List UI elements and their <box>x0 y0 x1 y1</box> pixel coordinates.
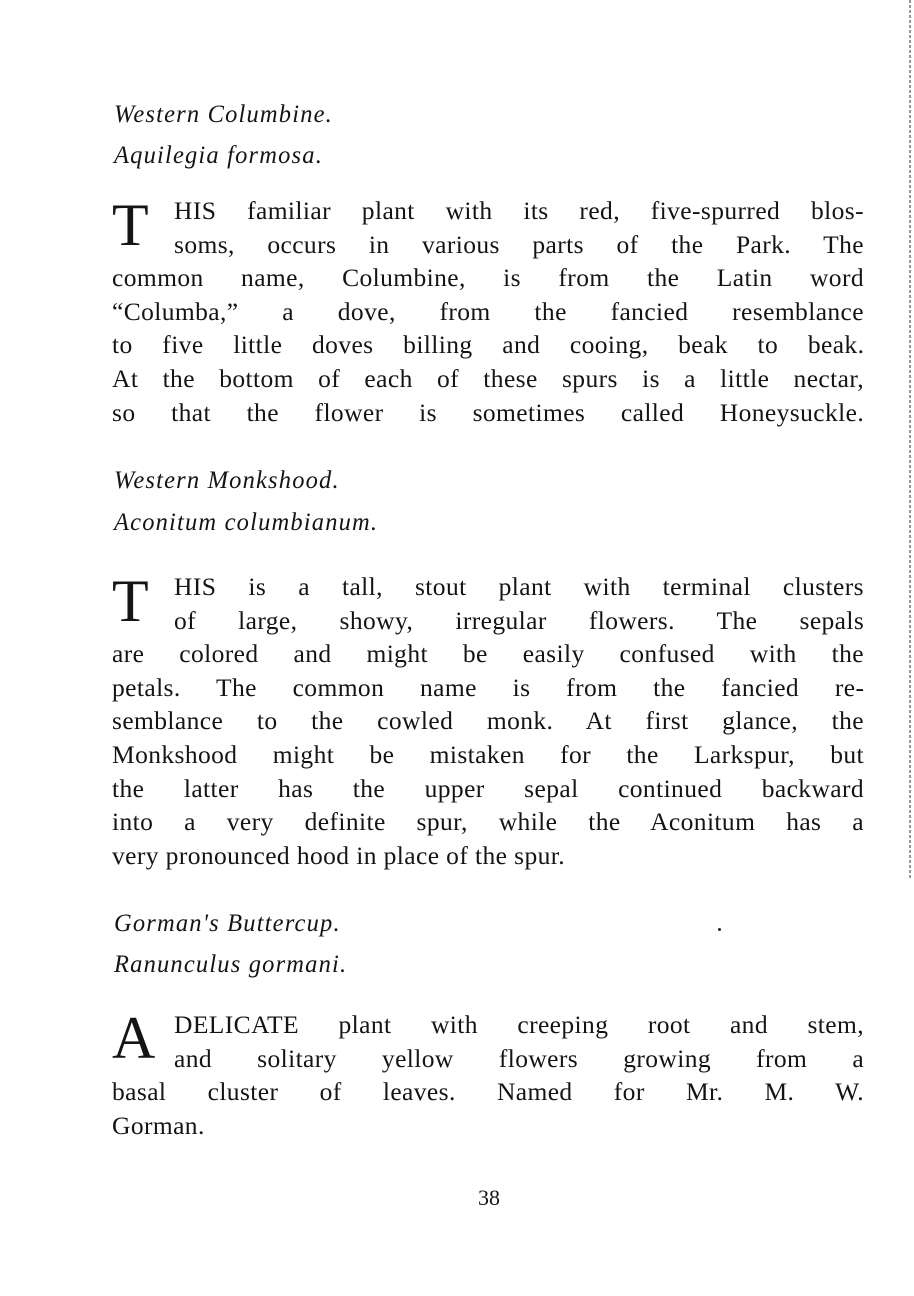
paragraph-line: petals. The common name is from the fancied re- <box>112 672 865 702</box>
paragraph-line: of large, showy, irregular flowers. The sepals <box>174 605 865 635</box>
latin-name-heading: Ranunculus gormani. <box>114 951 348 978</box>
paragraph-line: HIS is a tall, stout plant with terminal clusters <box>174 572 864 601</box>
common-name-heading: Western Monkshood. <box>114 467 340 494</box>
paragraph-line: DELICATE plant with creeping root and stem, <box>174 1010 864 1039</box>
page-number: 38 <box>478 1185 500 1210</box>
paragraph-line: Monkshood might be mistaken for the Larkspur, but <box>112 739 864 769</box>
paragraph-line: soms, occurs in various parts of the Park. The <box>174 229 864 259</box>
common-name-heading: Western Columbine. <box>114 101 333 128</box>
paragraph-line: very pronounced hood in place of the spur. <box>112 840 566 870</box>
latin-name-heading: Aconitum columbianum. <box>114 509 379 536</box>
page-edge-line <box>909 0 911 880</box>
ink-speck <box>718 928 721 931</box>
paragraph-line: semblance to the cowled monk. At first glance, the <box>112 706 864 736</box>
drop-cap: T <box>112 192 149 258</box>
paragraph-line: so that the flower is sometimes called Honeysuckle. <box>112 397 865 427</box>
paragraph-line: basal cluster of leaves. Named for Mr. M. W. <box>112 1077 864 1107</box>
drop-cap: T <box>112 568 149 634</box>
paragraph-line: Gorman. <box>112 1110 205 1140</box>
entry-paragraph <box>112 194 864 429</box>
entry-paragraph <box>112 570 864 872</box>
paragraph-line: At the bottom of each of these spurs is a little nectar, <box>112 363 864 393</box>
latin-name-heading: Aquilegia formosa. <box>114 142 324 169</box>
paragraph-line: into a very definite spur, while the Aconitum has a <box>112 807 864 837</box>
entry-paragraph <box>112 1005 865 1142</box>
paragraph-line: “Columba,” a dove, from the fancied resemblance <box>112 296 864 326</box>
paragraph-line: to five little doves billing and cooing, beak to beak. <box>112 330 865 360</box>
paragraph-line: the latter has the upper sepal continued backward <box>112 773 865 803</box>
paragraph-line: and solitary yellow flowers growing from a <box>174 1043 865 1073</box>
paragraph-line: common name, Columbine, is from the Latin word <box>112 263 864 293</box>
paragraph-line: are colored and might be easily confused with the <box>112 639 864 669</box>
drop-cap: A <box>112 1005 156 1071</box>
paragraph-line: HIS familiar plant with its red, five-spurred blos- <box>174 196 864 225</box>
common-name-heading: Gorman's Buttercup. <box>114 910 341 937</box>
